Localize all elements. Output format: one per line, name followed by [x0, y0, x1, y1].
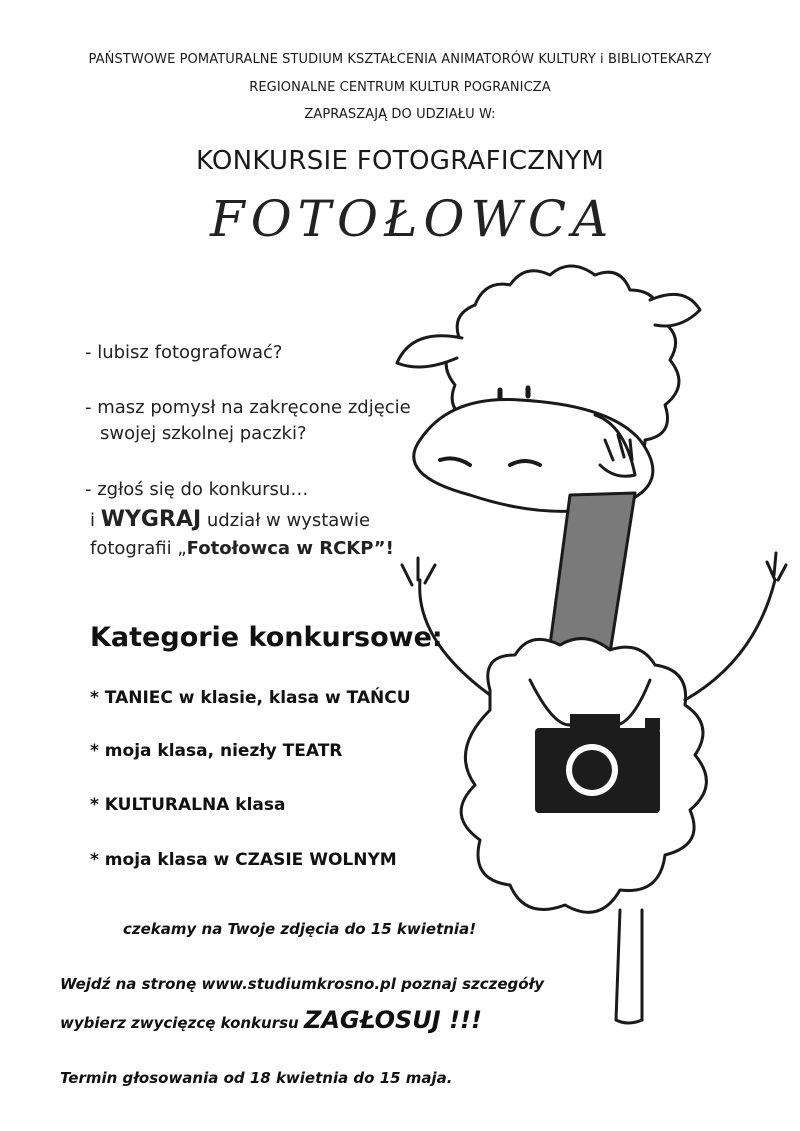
question-2-line-1: - masz pomysł na zakręcone zdjęcie	[85, 397, 411, 418]
win-emphasis: WYGRAJ	[100, 507, 202, 532]
voting-period: Termin głosowania od 18 kwietnia do 15 maja.	[60, 1069, 453, 1087]
vote-call-to-action: ZAGŁOSUJ !!!	[303, 1006, 482, 1034]
exhibition-prefix: fotografii „	[90, 538, 187, 559]
camera-icon	[535, 714, 660, 813]
win-suffix: udział w wystawie	[201, 510, 371, 531]
sheep-mascot-illustration	[380, 250, 800, 1030]
exhibition-suffix: ”!	[373, 538, 394, 559]
organizer-line-1: PAŃSTWOWE POMATURALNE STUDIUM KSZTAŁCENIA ANIMATORÓW KULTURY i BIBLIOTEKARZY	[88, 52, 712, 67]
invitation-line: ZAPRASZAJĄ DO UDZIAŁU W:	[304, 107, 496, 122]
win-line	[90, 507, 370, 534]
question-2-line-2: swojej szkolnej paczki?	[100, 423, 307, 444]
category-item: * TANIEC w klasie, klasa w TAŃCU	[90, 688, 411, 708]
question-3: - zgłoś się do konkursu…	[85, 479, 309, 500]
question-1: - lubisz fotografować?	[85, 342, 283, 363]
category-item: * KULTURALNA klasa	[90, 795, 286, 815]
exhibition-name: Fotołowca w RCKP	[186, 538, 374, 559]
exhibition-line	[90, 536, 394, 562]
vote-prefix: wybierz zwycięzcę konkursu	[60, 1014, 304, 1032]
fotolowca-logo: FOTOŁOWCA	[210, 190, 615, 248]
contest-title: KONKURSIE FOTOGRAFICZNYM	[195, 146, 605, 176]
categories-heading: Kategorie konkursowe:	[90, 622, 443, 653]
category-item: * moja klasa, niezły TEATR	[90, 741, 343, 761]
website-info: Wejdź na stronę www.studiumkrosno.pl poznaj szczegóły	[60, 975, 544, 993]
win-prefix: i	[90, 510, 101, 531]
category-item: * moja klasa w CZASIE WOLNYM	[90, 850, 397, 870]
vote-line	[60, 1006, 482, 1034]
submission-deadline: czekamy na Twoje zdjęcia do 15 kwietnia!	[123, 920, 477, 938]
organizer-line-2: REGIONALNE CENTRUM KULTUR POGRANICZA	[249, 80, 551, 95]
